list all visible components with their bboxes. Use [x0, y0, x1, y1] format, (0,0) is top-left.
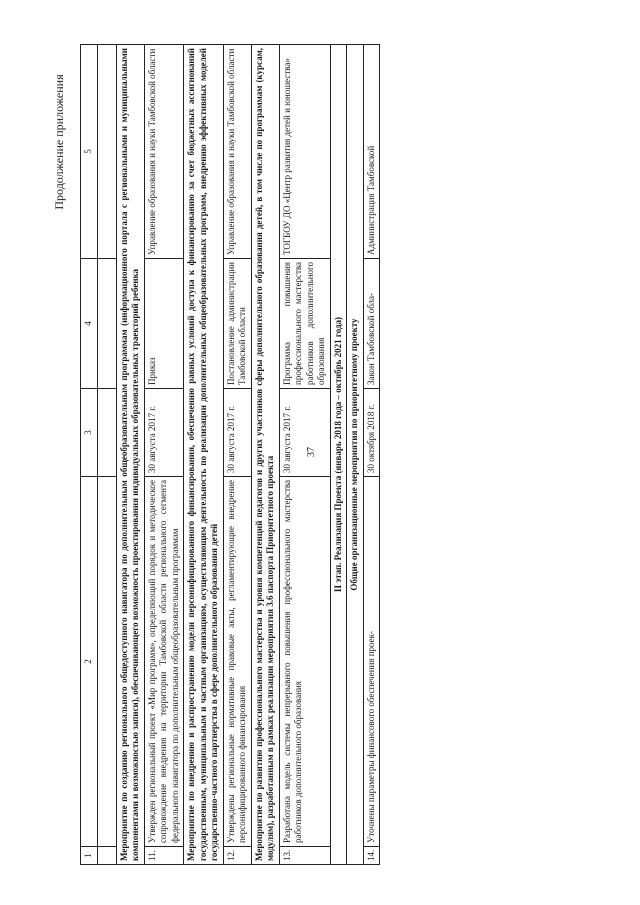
- row-number: 11.: [144, 847, 184, 865]
- row-description: Уточнены параметры финансового обеспечения проек-: [363, 477, 380, 847]
- header-col-2: 2: [81, 477, 98, 847]
- row-description: Утверждены региональные нормативные правовые акты, регламентирующие внедрение персонифицированного финансирования: [223, 477, 251, 847]
- row-responsible: Администрация Тамбовской: [363, 45, 380, 259]
- section-row: [251, 45, 279, 865]
- row-date: 30 августа 2017 г.: [279, 389, 330, 477]
- stage-title: II этап. Реализация Проекта (январь 2018 года – октябрь 2021 года): [330, 45, 347, 865]
- table-header-row: [81, 45, 98, 865]
- row-number: 13.: [279, 847, 330, 865]
- table-row: [279, 45, 330, 865]
- row-number: 14.: [363, 847, 380, 865]
- continuation-label: Продолжение приложения: [52, 74, 66, 210]
- row-document: Приказ: [144, 259, 184, 389]
- row-date: 30 октября 2018 г.: [363, 389, 380, 477]
- header-col-1: 1: [81, 847, 98, 865]
- events-table: [80, 44, 380, 865]
- row-responsible: Управление образования и науки Тамбовской области: [144, 45, 184, 259]
- row-document: Программа повышения профессионального мастерства работников дополнительного образования: [279, 259, 330, 389]
- stage-row: [330, 45, 347, 865]
- section-title: Мероприятие по внедрению и распространению модели персонифицированного финансирования, обеспечению равных условий доступа к финансированию за счет бюджетных ассигнований государственным, муниципальным и частным организациям, осуществляющим деятельность по реализации дополнительных общеобразовательных программ, внедрению эффективных моделей государственно-частного партнерства в сфере дополнительного образования детей: [184, 45, 224, 865]
- rotated-table-wrapper: [80, 45, 640, 865]
- row-responsible: Управление образования и науки Тамбовской области: [223, 45, 251, 259]
- page-number: 37: [306, 447, 317, 457]
- row-description: Утвержден региональный проект «Мир программ», определяющий порядок и методическое сопровождение внедрения на территории Тамбовской области регионального сегмента федерального навигатора по дополнительным общеобразовательным программам: [144, 477, 184, 847]
- stage-row: [347, 45, 364, 865]
- row-document: Закон Тамбовской обла-: [363, 259, 380, 389]
- row-description: Разработана модель системы непрерывного повышения профессионального мастерства работников дополнительного образования: [279, 477, 330, 847]
- header-col-5: 5: [81, 45, 98, 259]
- row-date: 30 августа 2017 г.: [144, 389, 184, 477]
- header-col-4: 4: [81, 259, 98, 389]
- table-row: [363, 45, 380, 865]
- row-responsible: ТОГБОУ ДО «Центр развития детей и юношества»: [279, 45, 330, 259]
- section-row: [184, 45, 224, 865]
- general-activities-title: Общие организационные мероприятия по приоритетному проекту: [347, 45, 364, 865]
- table-row-empty: [97, 45, 116, 865]
- header-col-3: 3: [81, 389, 98, 477]
- section-row: [116, 45, 144, 865]
- row-date: 30 августа 2017 г.: [223, 389, 251, 477]
- section-title: Мероприятие по развитию профессионального мастерства и уровня компетенций педагогов и других участников сферы дополнительного образования детей, в том числе по программам (курсам, модулям), разработанным в рамках реализации мероприятия 3.6 паспорта Приоритетного проекта: [251, 45, 279, 865]
- table-row: [223, 45, 251, 865]
- table-row: [144, 45, 184, 865]
- row-document: Постановление администрации Тамбовской области: [223, 259, 251, 389]
- section-title: Мероприятие по созданию регионального общедоступного навигатора по дополнительным общеобразовательным программам (информационного портала с региональными и муниципальными компонентами и возможностью записи), обеспечивающего возможность проектирования индивидуальных образовательных траекторий ребенка: [116, 45, 144, 865]
- row-number: 12.: [223, 847, 251, 865]
